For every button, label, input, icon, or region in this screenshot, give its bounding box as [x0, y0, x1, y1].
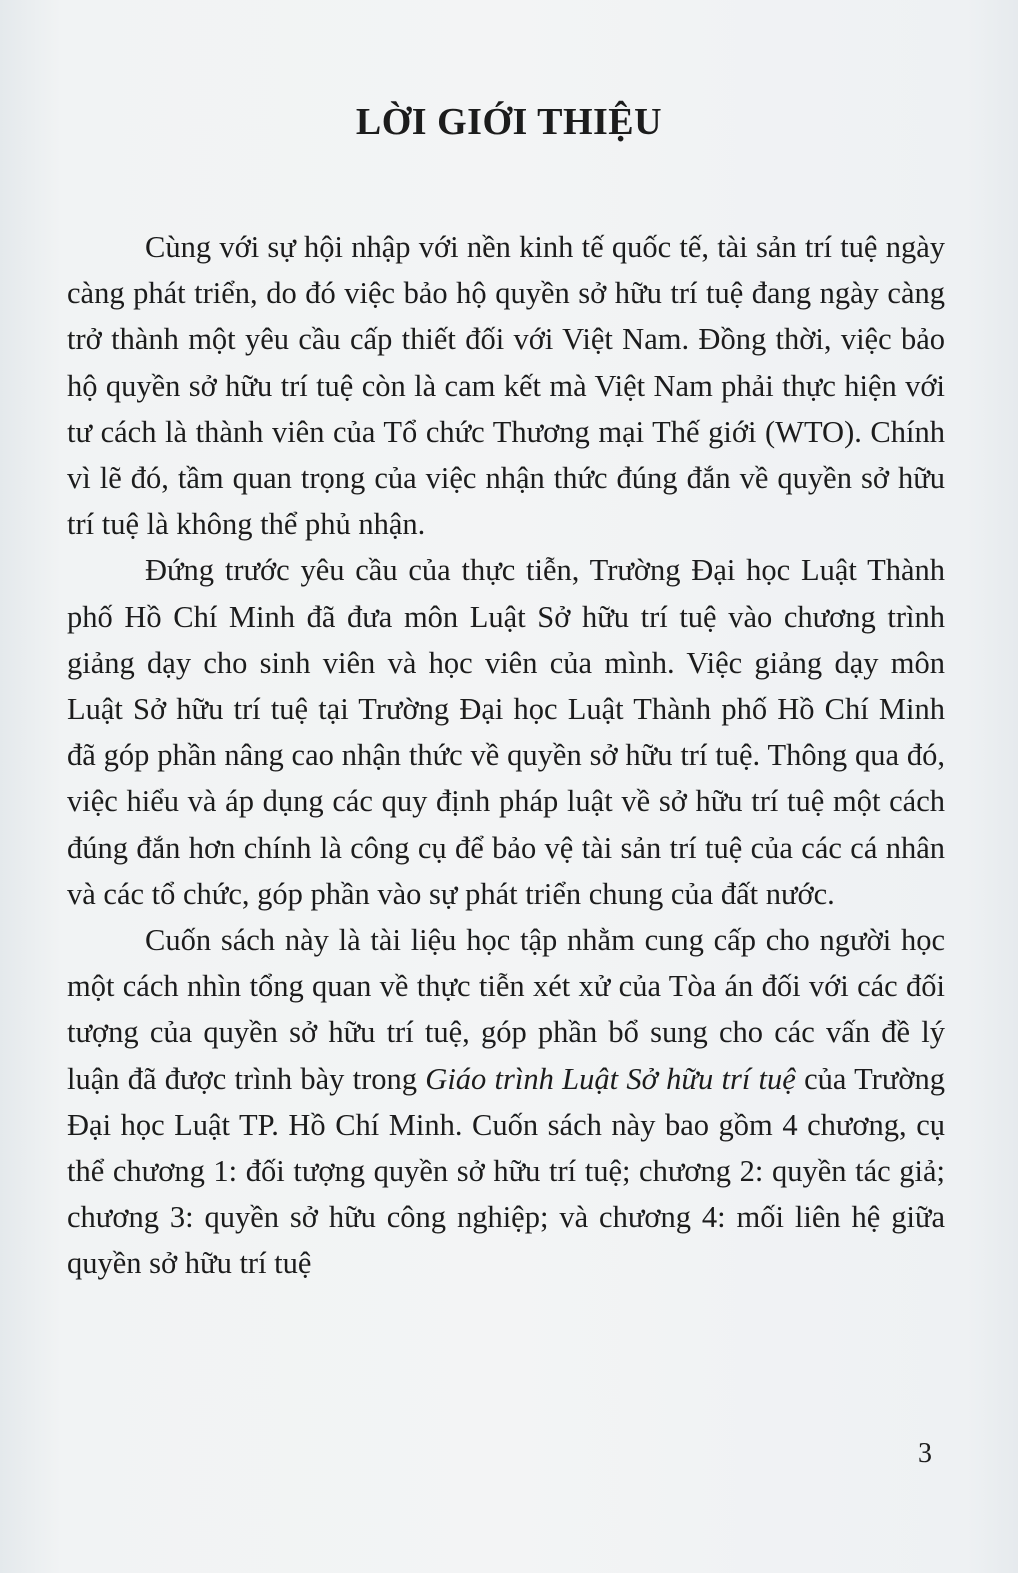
body-text: [67, 224, 945, 1287]
page-title: LỜI GIỚI THIỆU: [355, 101, 663, 143]
paragraph-3-book-title: Giáo trình Luật Sở hữu trí tuệ: [425, 1061, 796, 1096]
paragraph-3: [67, 917, 945, 1287]
page-number: 3: [918, 1438, 932, 1469]
paragraph-3-text-before: Cuốn sách này là tài liệu học tập nhằm cung cấp cho người học một cách nhìn tổng quan về thực tiễn xét xử của Tòa án đối với các đối tượng của quyền sở hữu trí tuệ, góp phần bổ sung cho các vấn đề lý luận đã được trình bày trong: [67, 923, 945, 1096]
paragraph-2: Đứng trước yêu cầu của thực tiễn, Trường Đại học Luật Thành phố Hồ Chí Minh đã đưa môn Luật Sở hữu trí tuệ vào chương trình giảng dạy cho sinh viên và học viên của mình. Việc giảng dạy môn Luật Sở hữu trí tuệ tại Trường Đại học Luật Thành phố Hồ Chí Minh đã góp phần nâng cao nhận thức về quyền sở hữu trí tuệ. Thông qua đó, việc hiểu và áp dụng các quy định pháp luật về sở hữu trí tuệ một cách đúng đắn hơn chính là công cụ để bảo vệ tài sản trí tuệ của các cá nhân và các tổ chức, góp phần vào sự phát triển chung của đất nước.: [67, 553, 945, 911]
paragraph-3-text-after: của Trường Đại học Luật TP. Hồ Chí Minh. Cuốn sách này bao gồm 4 chương, cụ thể chương 1: đối tượng quyền sở hữu trí tuệ; chương 2: quyền tác giả; chương 3: quyền sở hữu công nghiệp; và chương 4: mối liên hệ giữa quyền sở hữu trí tuệ: [67, 1061, 945, 1281]
paragraph-1: Cùng với sự hội nhập với nền kinh tế quốc tế, tài sản trí tuệ ngày càng phát triển, do đó việc bảo hộ quyền sở hữu trí tuệ đang ngày càng trở thành một yêu cầu cấp thiết đối với Việt Nam. Đồng thời, việc bảo hộ quyền sở hữu trí tuệ còn là cam kết mà Việt Nam phải thực hiện với tư cách là thành viên của Tổ chức Thương mại Thế giới (WTO). Chính vì lẽ đó, tầm quan trọng của việc nhận thức đúng đắn về quyền sở hữu trí tuệ là không thể phủ nhận.: [67, 230, 945, 542]
